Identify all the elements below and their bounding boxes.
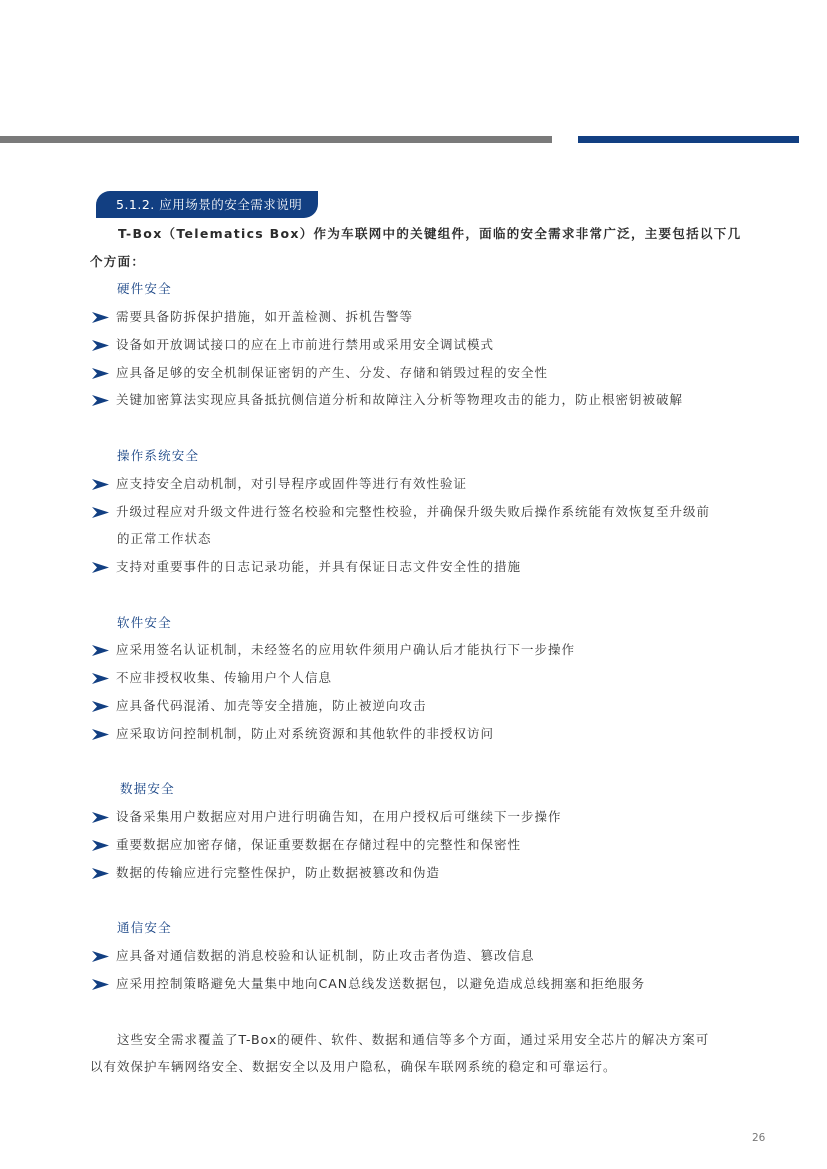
arrow-bullet-icon — [92, 951, 109, 962]
arrow-bullet-icon — [92, 812, 109, 823]
page-number: 26 — [752, 1132, 766, 1144]
arrow-bullet-icon — [92, 312, 109, 323]
arrow-bullet-icon — [92, 340, 109, 351]
arrow-bullet-icon — [92, 368, 109, 379]
arrow-bullet-icon — [92, 507, 109, 518]
intro-line-2: 个方面： — [90, 254, 146, 269]
header-bar-blue — [578, 136, 799, 143]
conclusion-line-2: 以有效保护车辆网络安全、数据安全以及用户隐私，确保车联网系统的稳定和可靠运行。 — [90, 1059, 617, 1074]
intro-line-1: T-Box（Telematics Box）作为车联网中的关键组件，面临的安全需求非常广泛，主要包括以下几 — [118, 226, 742, 241]
arrow-bullet-icon — [92, 868, 109, 879]
arrow-bullet-icon — [92, 701, 109, 712]
header-bar-gray — [0, 136, 552, 143]
arrow-bullet-icon — [92, 729, 109, 740]
arrow-bullet-icon — [92, 479, 109, 490]
heading-os-security: 操作系统安全 — [117, 448, 200, 463]
heading-data-security: 数据安全 — [120, 781, 175, 796]
arrow-bullet-icon — [92, 840, 109, 851]
arrow-bullet-icon — [92, 673, 109, 684]
heading-hardware-security: 硬件安全 — [117, 281, 172, 296]
heading-software-security: 软件安全 — [117, 615, 172, 630]
section-title: 5.1.2. 应用场景的安全需求说明 — [96, 191, 318, 218]
conclusion-line-1: 这些安全需求覆盖了T-Box的硬件、软件、数据和通信等多个方面，通过采用安全芯片的解决方案可 — [117, 1032, 710, 1047]
list-item-continuation: 的正常工作状态 — [117, 531, 212, 546]
arrow-bullet-icon — [92, 979, 109, 990]
arrow-bullet-icon — [92, 645, 109, 656]
arrow-bullet-icon — [92, 395, 109, 406]
heading-communication-security: 通信安全 — [117, 920, 172, 935]
arrow-bullet-icon — [92, 562, 109, 573]
